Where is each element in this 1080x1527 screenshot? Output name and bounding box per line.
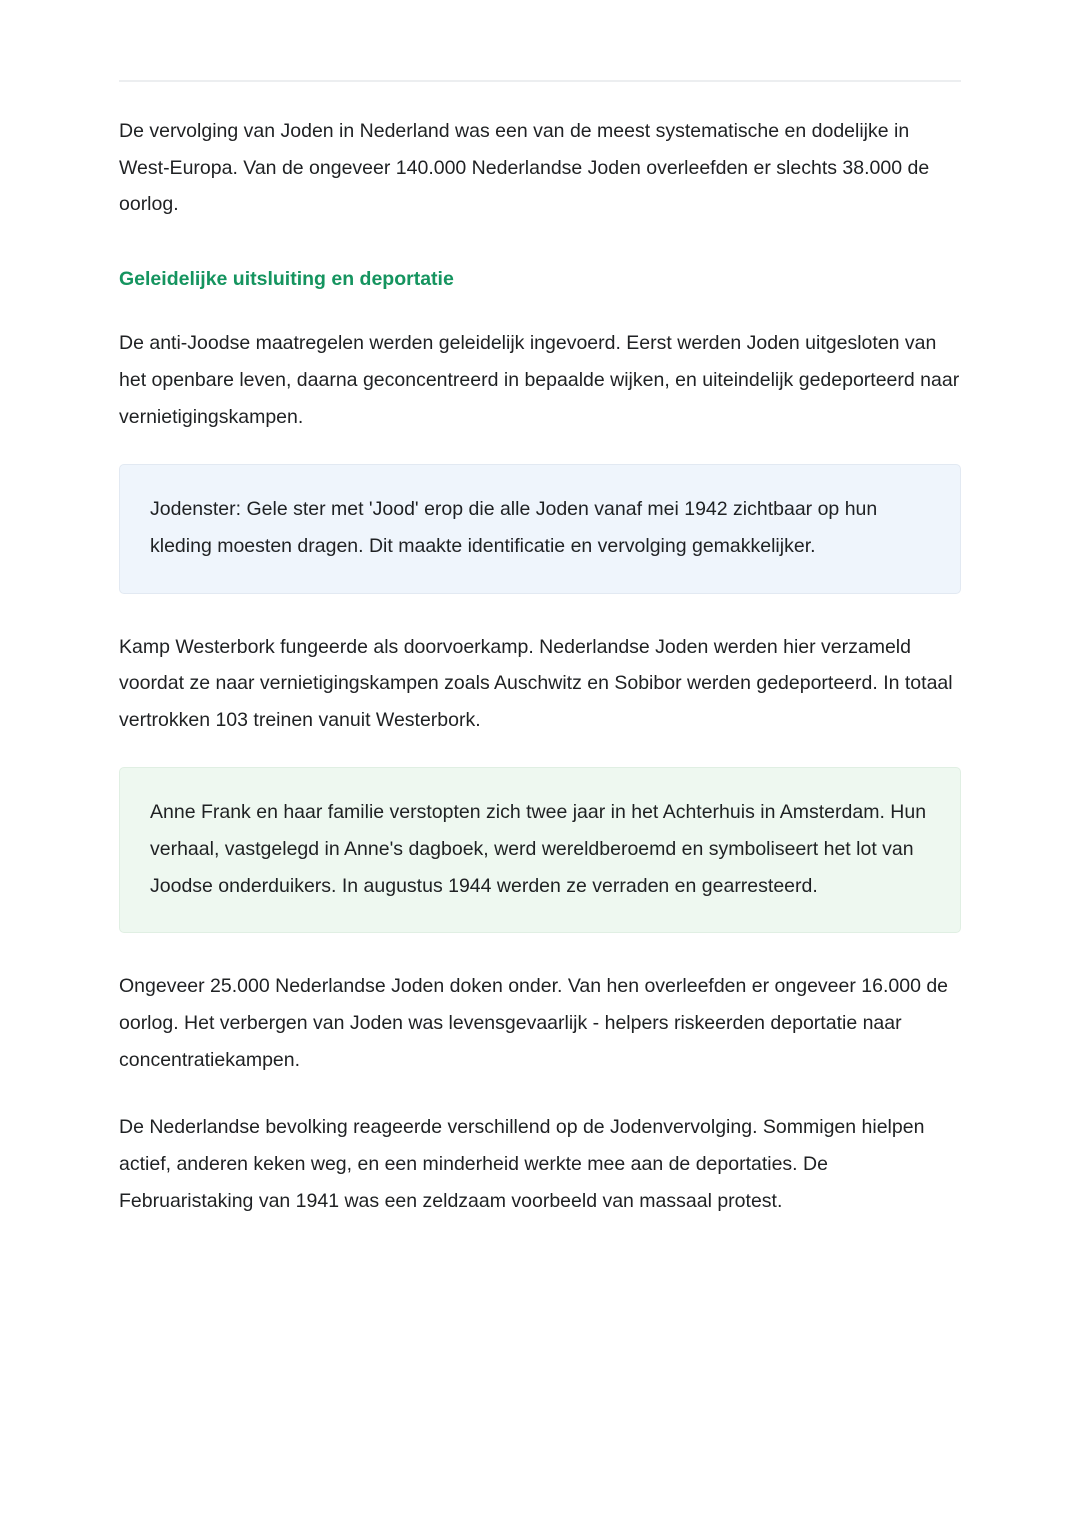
title-divider: [119, 80, 961, 82]
callout-jodenster-text: Jodenster: Gele ster met 'Jood' erop die alle Joden vanaf mei 1942 zichtbaar op hun kleding moesten dragen. Dit maakte identificatie en vervolging gemakkelijker.: [150, 498, 878, 557]
callout-jodenster: [119, 464, 961, 593]
paragraph-onderduikers: Ongeveer 25.000 Nederlandse Joden doken onder. Van hen overleefden er ongeveer 16.000 de oorlog. Het verbergen van Joden was levensgevaarlijk - helpers riskeerden deportatie naar concentratiekampen.: [119, 975, 949, 1071]
paragraph-anti-jewish-measures: De anti-Joodse maatregelen werden geleidelijk ingevoerd. Eerst werden Joden uitgesloten van het openbare leven, daarna geconcentreerd in bepaalde wijken, en uiteindelijk gedeporteerd naar vernietigingskampen.: [119, 332, 960, 428]
callout-anne-frank: [119, 767, 961, 933]
paragraph-westerbork: Kamp Westerbork fungeerde als doorvoerkamp. Nederlandse Joden werden hier verzameld voordat ze naar vernietigingskampen zoals Auschwitz en Sobibor werden gedeporteerd. In totaal vertrokken 103 treinen vanuit Westerbork.: [119, 635, 953, 731]
section-heading-exclusion-deportation: Geleidelijke uitsluiting en deportatie: [119, 267, 454, 290]
callout-anne-frank-text: Anne Frank en haar familie verstopten zich twee jaar in het Achterhuis in Amsterdam. Hun verhaal, vastgelegd in Anne's dagboek, werd wereldberoemd en symboliseert het lot van Joodse onderduikers. In augustus 1944 werden ze verraden en gearresteerd.: [150, 801, 927, 897]
intro-paragraph: De vervolging van Joden in Nederland was een van de meest systematische en dodelijke in West-Europa. Van de ongeveer 140.000 Nederlandse Joden overleefden er slechts 38.000 de oorlog.: [119, 120, 930, 216]
paragraph-dutch-population: De Nederlandse bevolking reageerde verschillend op de Jodenvervolging. Sommigen hielpen actief, anderen keken weg, en een minderheid werkte mee aan de deportaties. De Februaristaking van 1941 was een zeldzaam voorbeeld van massaal protest.: [119, 1116, 925, 1212]
